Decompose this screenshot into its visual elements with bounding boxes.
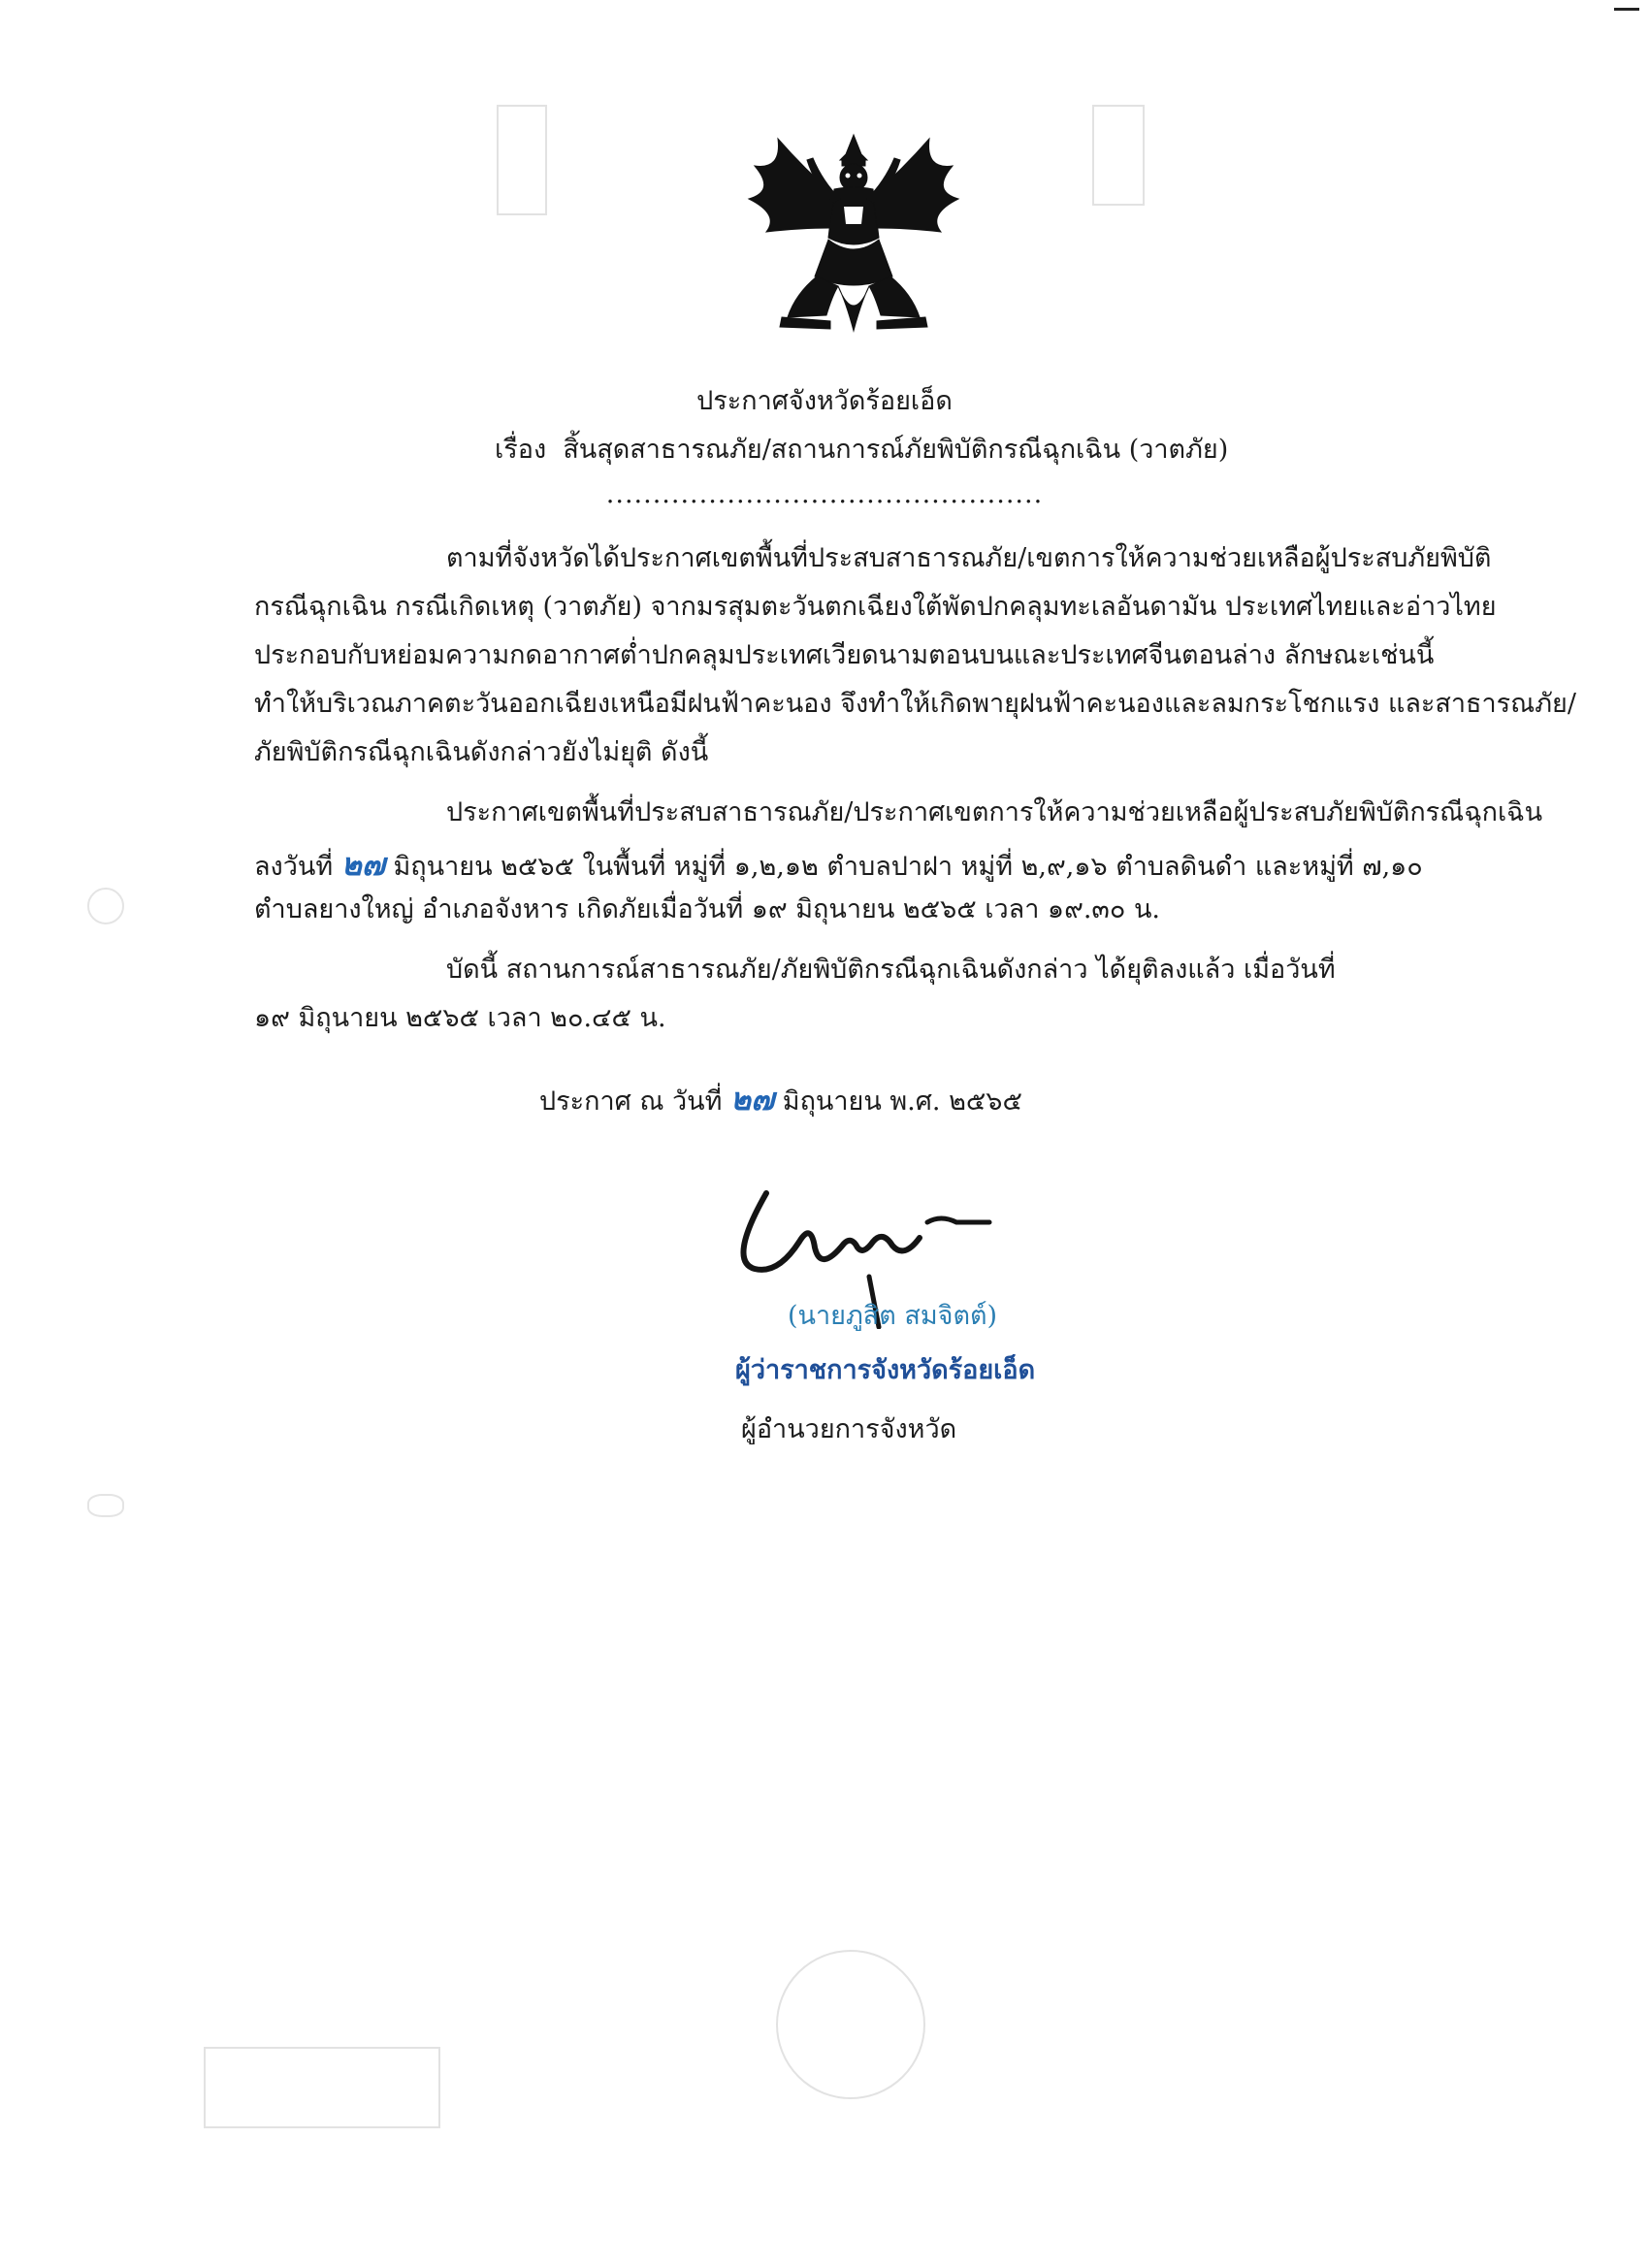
paragraph-1-line-3: ประกอบกับหย่อมความกดอากาศต่ำปกคลุมประเทศเวียดนามตอนบนและประเทศจีนตอนล่าง ลักษณะเช่นนี้: [254, 640, 1435, 670]
handwritten-day: ๒๗: [340, 846, 385, 883]
paragraph-2-line-2: [254, 846, 1423, 883]
signatory-name: (นายภูสิต สมจิตต์): [788, 1301, 998, 1331]
paragraph-3-line-2: ๑๙ มิถุนายน ๒๕๖๕ เวลา ๒๐.๔๕ น.: [254, 1003, 666, 1033]
document-title: ประกาศจังหวัดร้อยเอ็ด: [696, 386, 953, 416]
paragraph-2-line-2-rest: มิถุนายน ๒๕๖๕ ในพื้นที่ หมู่ที่ ๑,๒,๑๒ ตำบลปาฝา หมู่ที่ ๒,๙,๑๖ ตำบลดินดำ และหมู่ที่ ๗,๑๐: [393, 852, 1423, 882]
subject-label: เรื่อง: [495, 435, 547, 465]
bleed-through-stamp: [204, 2047, 440, 2128]
announcement-date: [539, 1081, 1022, 1118]
paragraph-1-line-1: ตามที่จังหวัดได้ประกาศเขตพื้นที่ประสบสาธารณภัย/เขตการให้ความช่วยเหลือผู้ประสบภัยพิบัติ: [446, 543, 1492, 573]
announcement-suffix: มิถุนายน พ.ศ. ๒๕๖๕: [782, 1086, 1022, 1117]
signatory-position: ผู้ว่าราชการจังหวัดร้อยเอ็ด: [735, 1355, 1036, 1385]
paragraph-2-line-3: ตำบลยางใหญ่ อำเภอจังหาร เกิดภัยเมื่อวันที่ ๑๙ มิถุนายน ๒๕๖๕ เวลา ๑๙.๓๐ น.: [254, 894, 1160, 924]
paragraph-1-line-4: ทำให้บริเวณภาคตะวันออกเฉียงเหนือมีฝนฟ้าคะนอง จึงทำให้เกิดพายุฝนฟ้าคะนองและลมกระโชกแรง และสาธารณภัย/: [254, 689, 1576, 719]
handwritten-day: ๒๗: [730, 1081, 775, 1118]
paragraph-2-line-1: ประกาศเขตพื้นที่ประสบสาธารณภัย/ประกาศเขตการให้ความช่วยเหลือผู้ประสบภัยพิบัติกรณีฉุกเฉิน: [446, 797, 1543, 827]
announcement-prefix: ประกาศ ณ วันที่: [539, 1086, 723, 1117]
garuda-emblem-icon: [737, 131, 970, 340]
subject-line: [495, 435, 1228, 466]
date-prefix: ลงวันที่: [254, 852, 334, 882]
corner-mark: [1614, 8, 1639, 11]
bleed-through-logo: [1092, 105, 1145, 206]
title-divider: ...............................................: [605, 479, 1044, 509]
subject-text: สิ้นสุดสาธารณภัย/สถานการณ์ภัยพิบัติกรณีฉุกเฉิน (วาตภัย): [563, 435, 1229, 465]
signed-for-title: ผู้อำนวยการจังหวัด: [741, 1414, 957, 1444]
bleed-through-logo: [497, 105, 547, 215]
bleed-through-seal: [776, 1950, 925, 2099]
punch-hole-mark: [87, 888, 124, 924]
paragraph-1-line-2: กรณีฉุกเฉิน กรณีเกิดเหตุ (วาตภัย) จากมรสุมตะวันตกเฉียงใต้พัดปกคลุมทะเลอันดามัน ประเทศไทยและอ่าวไทย: [254, 592, 1497, 622]
paragraph-1-line-5: ภัยพิบัติกรณีฉุกเฉินดังกล่าวยังไม่ยุติ ดังนี้: [254, 737, 709, 767]
punch-hole-mark: [87, 1494, 124, 1517]
paragraph-3-line-1: บัดนี้ สถานการณ์สาธารณภัย/ภัยพิบัติกรณีฉุกเฉินดังกล่าว ได้ยุติลงแล้ว เมื่อวันที่: [446, 955, 1336, 985]
